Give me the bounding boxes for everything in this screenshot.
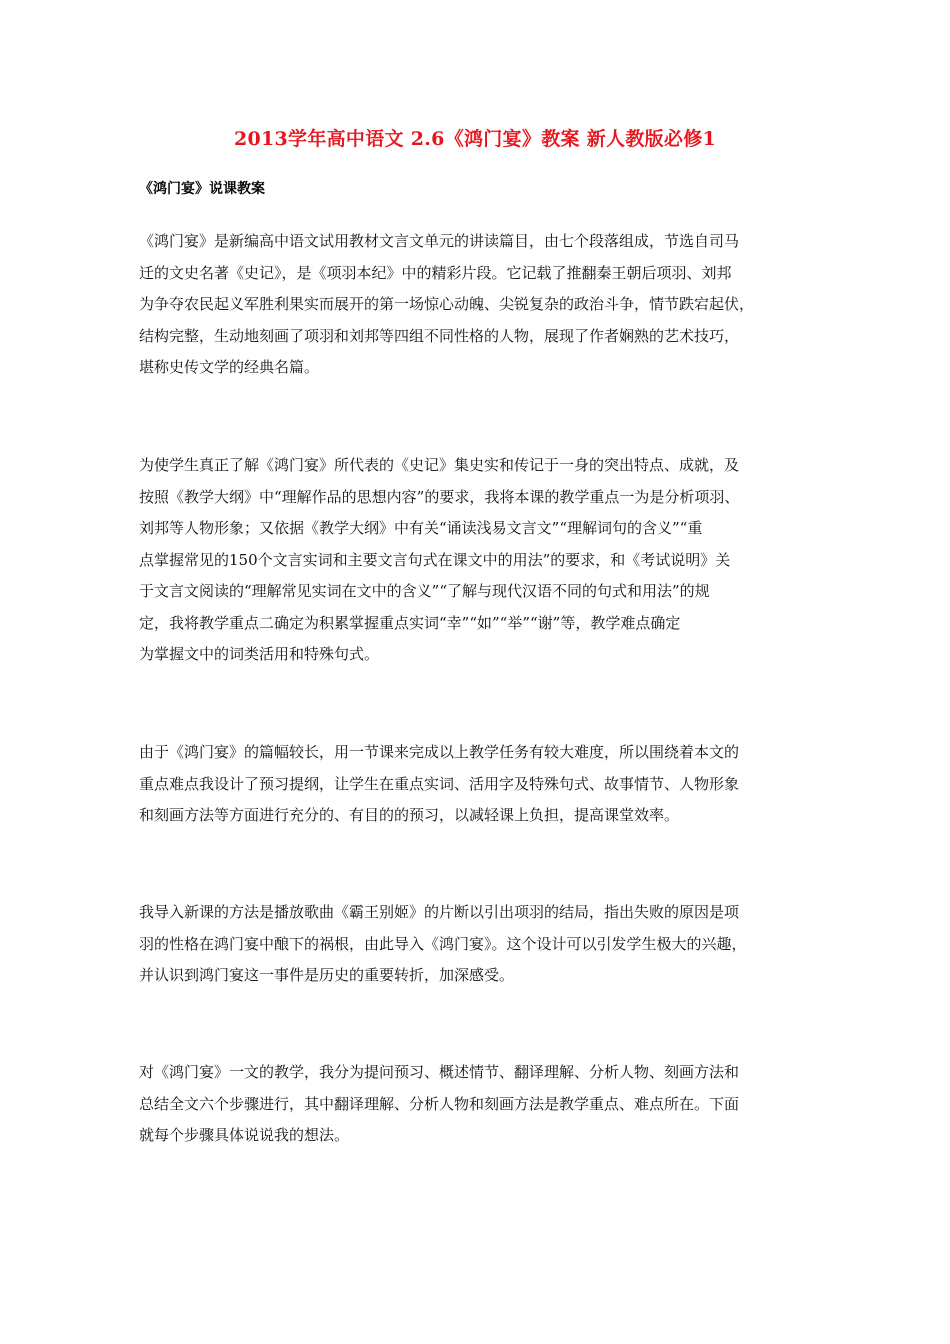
paragraph-line: 堪称史传文学的经典名篇。: [139, 358, 320, 376]
paragraph-line: 和刻画方法等方面进行充分的、有目的的预习，以减轻课上负担，提高课堂效率。: [139, 806, 680, 824]
paragraph-teaching-steps: [139, 1057, 829, 1152]
paragraph-line: 迁的文史名著《史记》，是《项羽本纪》中的精彩片段。它记载了推翻秦王朝后项羽、刘邦: [139, 263, 732, 282]
section-heading: 《鸿门宴》说课教案: [139, 181, 265, 197]
paragraph-line: 并认识到鸿门宴这一事件是历史的重要转折，加深感受。: [139, 966, 515, 984]
document-title: 2013学年高中语文 2.6《鸿门宴》教案 新人教版必修1: [233, 128, 717, 150]
paragraph-line: 刘邦等人物形象；又依据《教学大纲》中有关“诵读浅易文言文”“理解词句的含义”“重: [139, 519, 703, 537]
paragraph-intro: [139, 226, 829, 384]
paragraph-line: 总结全文六个步骤进行，其中翻译理解、分析人物和刻画方法是教学重点、难点所在。下面: [139, 1094, 740, 1113]
paragraph-line: 由于《鸿门宴》的篇幅较长，用一节课来完成以上教学任务有较大难度，所以围绕着本文的: [139, 743, 740, 761]
paragraph-teaching-focus: [139, 450, 829, 671]
paragraph-line: 结构完整，生动地刻画了项羽和刘邦等四组不同性格的人物，展现了作者娴熟的艺术技巧，: [139, 326, 740, 345]
paragraph-line: 为使学生真正了解《鸿门宴》所代表的《史记》集史实和传记于一身的突出特点、成就，及: [139, 456, 740, 474]
paragraph-line: 《鸿门宴》是新编高中语文试用教材文言文单元的讲读篇目，由七个段落组成，节选自司马: [139, 232, 740, 250]
paragraph-line: 羽的性格在鸿门宴中酿下的祸根，由此导入《鸿门宴》。这个设计可以引发学生极大的兴趣，: [139, 934, 747, 953]
paragraph-line: 为争夺农民起义军胜利果实而展开的第一场惊心动魄、尖锐复杂的政治斗争，情节跌宕起伏，: [139, 295, 755, 313]
paragraph-line: 重点难点我设计了预习提纲，让学生在重点实词、活用字及特殊句式、故事情节、人物形象: [139, 774, 740, 793]
paragraph-line: 我导入新课的方法是播放歌曲《霸王别姬》的片断以引出项羽的结局，指出失败的原因是项: [139, 903, 740, 921]
paragraph-line: 为掌握文中的词类活用和特殊句式。: [139, 645, 380, 663]
paragraph-line: 按照《教学大纲》中“理解作品的思想内容”的要求，我将本课的教学重点一为是分析项羽、: [139, 487, 740, 506]
paragraph-line: 对《鸿门宴》一文的教学，我分为提问预习、概述情节、翻译理解、分析人物、刻画方法和: [139, 1063, 740, 1081]
paragraph-preview: [139, 737, 829, 832]
paragraph-line: 定，我将教学重点二确定为积累掌握重点实词“幸”“如”“举”“谢”等，教学难点确定: [139, 613, 681, 632]
paragraph-line: 就每个步骤具体说说我的想法。: [139, 1126, 350, 1144]
paragraph-introduction-method: [139, 897, 829, 992]
paragraph-line: 于文言文阅读的“理解常见实词在文中的含义”“了解与现代汉语不同的句式和用法”的规: [139, 582, 710, 600]
paragraph-line: 点掌握常见的150个文言实词和主要文言句式在课文中的用法”的要求，和《考试说明》关: [139, 550, 731, 569]
